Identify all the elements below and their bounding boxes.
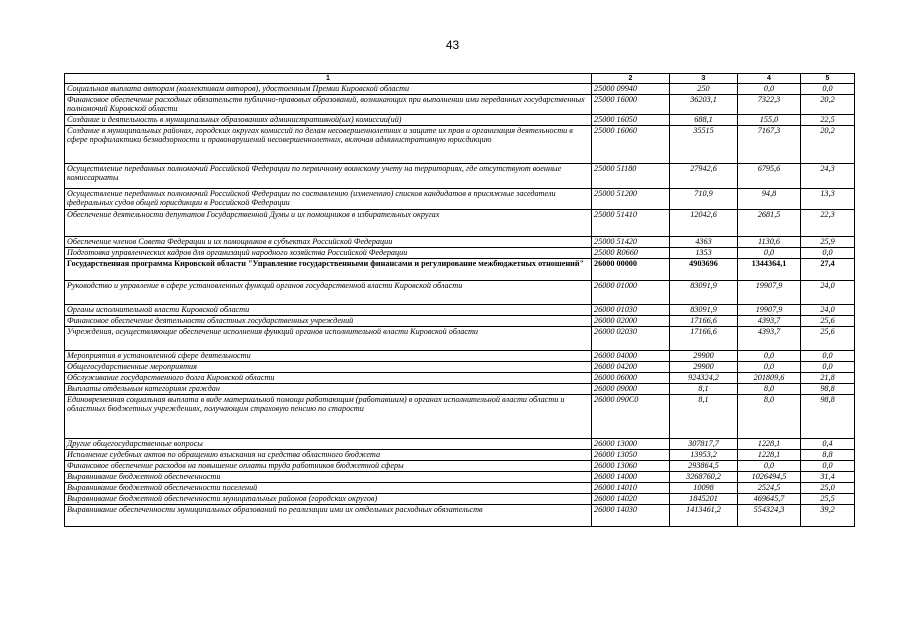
row-actual-cell: 4393,7: [738, 316, 801, 327]
row-actual-cell: 469645,7: [738, 494, 801, 505]
table-row: [65, 210, 855, 237]
header-col-4: 4: [738, 74, 801, 84]
row-percent-cell: 24,3: [801, 164, 855, 189]
row-percent-cell: 20,2: [801, 126, 855, 164]
row-percent-cell: 8,8: [801, 450, 855, 461]
row-name-cell: Выплаты отдельным категориям граждан: [65, 384, 592, 395]
row-percent-cell: 39,2: [801, 505, 855, 527]
header-col-5: 5: [801, 74, 855, 84]
table-row: [65, 237, 855, 248]
table-header-row: [65, 74, 855, 84]
row-plan-cell: 27942,6: [670, 164, 738, 189]
row-actual-cell: 8,0: [738, 395, 801, 439]
header-col-1: 1: [65, 74, 592, 84]
row-name-cell: Единовременная социальная выплата в виде материальной помощи работающим (работавшим) в органах исполнительной власти области и областных бюджетных учреждениях, получающим страховую пенсию по старости: [65, 395, 592, 439]
row-name-cell: Общегосударственные мероприятия: [65, 362, 592, 373]
row-code-cell: 26000 01030: [592, 305, 670, 316]
row-percent-cell: 25,9: [801, 237, 855, 248]
row-actual-cell: 201809,6: [738, 373, 801, 384]
row-name-cell: Обслуживание государственного долга Кировской области: [65, 373, 592, 384]
row-code-cell: 26000 04200: [592, 362, 670, 373]
row-actual-cell: 19907,9: [738, 281, 801, 305]
row-code-cell: 26000 14010: [592, 483, 670, 494]
row-name-cell: Исполнение судебных актов по обращению взыскания на средства областного бюджета: [65, 450, 592, 461]
table-row: [65, 395, 855, 439]
row-percent-cell: 24,0: [801, 281, 855, 305]
row-name-cell: Другие общегосударственные вопросы: [65, 439, 592, 450]
table-row: [65, 95, 855, 115]
row-plan-cell: 29900: [670, 351, 738, 362]
row-name-cell: Социальная выплата авторам (коллективам авторов), удостоенным Премии Кировской области: [65, 84, 592, 95]
table-row: [65, 384, 855, 395]
header-col-2: 2: [592, 74, 670, 84]
row-code-cell: 26000 090С0: [592, 395, 670, 439]
row-percent-cell: 0,0: [801, 461, 855, 472]
row-name-cell: Учреждения, осуществляющие обеспечение исполнения функций органов исполнительной власти Кировской области: [65, 327, 592, 351]
row-plan-cell: 8,1: [670, 395, 738, 439]
row-actual-cell: 0,0: [738, 351, 801, 362]
row-actual-cell: 554324,3: [738, 505, 801, 527]
row-actual-cell: 4393,7: [738, 327, 801, 351]
row-plan-cell: 1353: [670, 248, 738, 259]
row-percent-cell: 21,8: [801, 373, 855, 384]
row-code-cell: 25000 16050: [592, 115, 670, 126]
row-actual-cell: 2681,5: [738, 210, 801, 237]
row-actual-cell: 6795,6: [738, 164, 801, 189]
row-name-cell: Государственная программа Кировской области "Управление государственными финансами и регулирование межбюджетных отношений": [65, 259, 592, 281]
row-code-cell: 26000 14030: [592, 505, 670, 527]
row-plan-cell: 29900: [670, 362, 738, 373]
row-percent-cell: 22,3: [801, 210, 855, 237]
row-percent-cell: 98,8: [801, 384, 855, 395]
table-row: [65, 189, 855, 210]
row-name-cell: Финансовое обеспечение расходов на повышение оплаты труда работников бюджетной сферы: [65, 461, 592, 472]
row-plan-cell: 83091,9: [670, 305, 738, 316]
row-plan-cell: 8,1: [670, 384, 738, 395]
row-plan-cell: 36203,1: [670, 95, 738, 115]
row-percent-cell: 25,5: [801, 494, 855, 505]
row-percent-cell: 0,0: [801, 248, 855, 259]
row-plan-cell: 710,9: [670, 189, 738, 210]
row-code-cell: 25000 51180: [592, 164, 670, 189]
row-plan-cell: 1845201: [670, 494, 738, 505]
table-row: [65, 305, 855, 316]
row-code-cell: 25000 16060: [592, 126, 670, 164]
table-row: [65, 472, 855, 483]
row-percent-cell: 31,4: [801, 472, 855, 483]
row-name-cell: Обеспечение членов Совета Федерации и их помощников в субъектах Российской Федерации: [65, 237, 592, 248]
table-row: [65, 450, 855, 461]
table-row: [65, 351, 855, 362]
table-row: [65, 494, 855, 505]
row-code-cell: 25000 R0660: [592, 248, 670, 259]
row-actual-cell: 1344364,1: [738, 259, 801, 281]
row-code-cell: 26000 13050: [592, 450, 670, 461]
row-plan-cell: 924324,2: [670, 373, 738, 384]
row-actual-cell: 1228,1: [738, 450, 801, 461]
row-code-cell: 25000 51200: [592, 189, 670, 210]
row-name-cell: Мероприятия в установленной сфере деятельности: [65, 351, 592, 362]
row-name-cell: Осуществление переданных полномочий Российской Федерации по составлению (изменению) списков кандидатов в присяжные заседатели федеральных судов общей юрисдикции в Российской Федерации: [65, 189, 592, 210]
budget-table: [64, 73, 855, 527]
table-row: [65, 439, 855, 450]
row-name-cell: Создание в муниципальных районах, городских округах комиссий по делам несовершеннолетних и защите их прав и организация деятельности в сфере профилактики безнадзорности и правонарушений несовершеннолетних, включая административную юрисдикцию: [65, 126, 592, 164]
row-plan-cell: 35515: [670, 126, 738, 164]
table-row: [65, 164, 855, 189]
row-actual-cell: 1130,6: [738, 237, 801, 248]
row-actual-cell: 2524,5: [738, 483, 801, 494]
row-plan-cell: 4903696: [670, 259, 738, 281]
row-code-cell: 26000 06000: [592, 373, 670, 384]
row-percent-cell: 27,4: [801, 259, 855, 281]
row-code-cell: 25000 51410: [592, 210, 670, 237]
table-body: [65, 84, 855, 527]
row-percent-cell: 25,0: [801, 483, 855, 494]
row-percent-cell: 0,0: [801, 84, 855, 95]
row-plan-cell: 250: [670, 84, 738, 95]
row-plan-cell: 17166,6: [670, 316, 738, 327]
row-plan-cell: 3268760,2: [670, 472, 738, 483]
row-name-cell: Финансовое обеспечение расходных обязательств публично-правовых образований, возникающих при выполнении ими переданных государственных полномочий Кировской области: [65, 95, 592, 115]
table-row: [65, 505, 855, 527]
row-actual-cell: 94,8: [738, 189, 801, 210]
row-percent-cell: 13,3: [801, 189, 855, 210]
table-row: [65, 362, 855, 373]
table-row: [65, 84, 855, 95]
row-code-cell: 26000 13060: [592, 461, 670, 472]
page-number: 43: [445, 38, 460, 52]
row-code-cell: 26000 13000: [592, 439, 670, 450]
row-code-cell: 25000 09940: [592, 84, 670, 95]
table-row: [65, 316, 855, 327]
table-row: [65, 327, 855, 351]
row-code-cell: 26000 00000: [592, 259, 670, 281]
row-actual-cell: 0,0: [738, 248, 801, 259]
row-name-cell: Выравнивание обеспеченности муниципальных образований по реализации ими их отдельных расходных обязательств: [65, 505, 592, 527]
table-row: [65, 248, 855, 259]
row-name-cell: Финансовое обеспечение деятельности областных государственных учреждений: [65, 316, 592, 327]
row-plan-cell: 83091,9: [670, 281, 738, 305]
row-percent-cell: 98,8: [801, 395, 855, 439]
table-row: [65, 461, 855, 472]
row-plan-cell: 688,1: [670, 115, 738, 126]
row-actual-cell: 1026494,5: [738, 472, 801, 483]
row-percent-cell: 20,2: [801, 95, 855, 115]
row-plan-cell: 17166,6: [670, 327, 738, 351]
row-code-cell: 26000 09000: [592, 384, 670, 395]
row-plan-cell: 293864,5: [670, 461, 738, 472]
row-percent-cell: 0,4: [801, 439, 855, 450]
row-percent-cell: 25,6: [801, 316, 855, 327]
row-name-cell: Осуществление переданных полномочий Российской Федерации по первичному воинскому учету на территориях, где отсутствуют военные комиссариаты: [65, 164, 592, 189]
row-plan-cell: 1413461,2: [670, 505, 738, 527]
row-actual-cell: 0,0: [738, 84, 801, 95]
row-plan-cell: 307817,7: [670, 439, 738, 450]
table-row: [65, 483, 855, 494]
row-percent-cell: 22,5: [801, 115, 855, 126]
row-actual-cell: 155,0: [738, 115, 801, 126]
row-code-cell: 26000 14000: [592, 472, 670, 483]
row-percent-cell: 25,6: [801, 327, 855, 351]
table-row: [65, 373, 855, 384]
row-plan-cell: 13953,2: [670, 450, 738, 461]
row-name-cell: Органы исполнительной власти Кировской области: [65, 305, 592, 316]
table-row: [65, 126, 855, 164]
row-name-cell: Выравнивание бюджетной обеспеченности: [65, 472, 592, 483]
row-actual-cell: 19907,9: [738, 305, 801, 316]
table-row: [65, 259, 855, 281]
row-name-cell: Руководство и управление в сфере установленных функций органов государственной власти Кировской области: [65, 281, 592, 305]
row-plan-cell: 4363: [670, 237, 738, 248]
row-name-cell: Создание и деятельность в муниципальных образованиях административной(ых) комиссии(ий): [65, 115, 592, 126]
row-actual-cell: 0,0: [738, 362, 801, 373]
row-actual-cell: 7322,3: [738, 95, 801, 115]
row-name-cell: Выравнивание бюджетной обеспеченности поселений: [65, 483, 592, 494]
row-code-cell: 25000 16000: [592, 95, 670, 115]
row-code-cell: 26000 02030: [592, 327, 670, 351]
table-row: [65, 281, 855, 305]
row-name-cell: Подготовка управленческих кадров для организаций народного хозяйства Российской Федерации: [65, 248, 592, 259]
row-percent-cell: 24,0: [801, 305, 855, 316]
row-code-cell: 26000 14020: [592, 494, 670, 505]
row-actual-cell: 1228,1: [738, 439, 801, 450]
row-percent-cell: 0,0: [801, 362, 855, 373]
table-row: [65, 115, 855, 126]
row-plan-cell: 10098: [670, 483, 738, 494]
row-name-cell: Обеспечение деятельности депутатов Государственной Думы и их помощников в избирательных округах: [65, 210, 592, 237]
row-code-cell: 26000 04000: [592, 351, 670, 362]
row-code-cell: 26000 01000: [592, 281, 670, 305]
row-code-cell: 25000 51420: [592, 237, 670, 248]
row-actual-cell: 7167,3: [738, 126, 801, 164]
row-percent-cell: 0,0: [801, 351, 855, 362]
row-plan-cell: 12042,6: [670, 210, 738, 237]
header-col-3: 3: [670, 74, 738, 84]
row-actual-cell: 0,0: [738, 461, 801, 472]
row-code-cell: 26000 02000: [592, 316, 670, 327]
row-name-cell: Выравнивание бюджетной обеспеченности муниципальных районов (городских округов): [65, 494, 592, 505]
row-actual-cell: 8,0: [738, 384, 801, 395]
